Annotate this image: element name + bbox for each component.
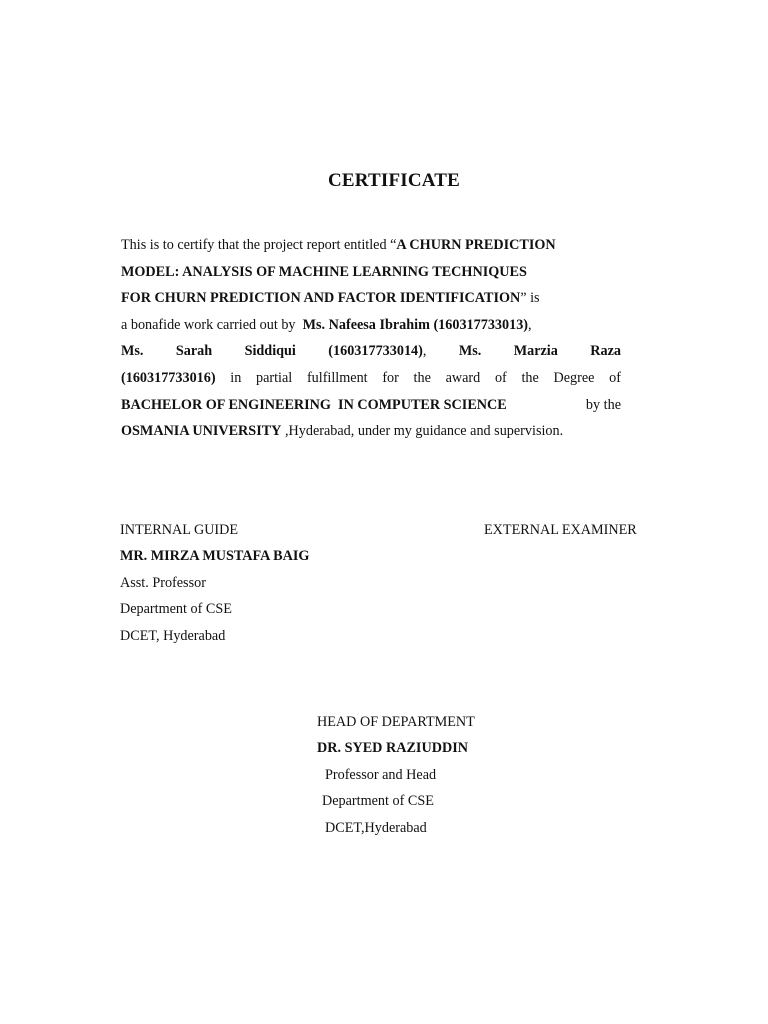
paragraph-line-1	[121, 232, 621, 259]
student-2-id-group	[328, 338, 426, 365]
by-the-text: by the	[585, 396, 621, 413]
internal-guide-name: MR. MIRZA MUSTAFA BAIG	[120, 548, 310, 565]
paragraph-line-3	[121, 285, 621, 312]
student-1: Ms. Nafeesa Ibrahim (160317733013)	[302, 316, 529, 333]
university-name: OSMANIA UNIVERSITY	[121, 423, 282, 440]
partial-word: in	[230, 369, 242, 386]
internal-guide-designation: Asst. Professor	[120, 574, 206, 591]
project-title-part-1: A CHURN PREDICTION	[396, 237, 556, 253]
certificate-paragraph	[121, 232, 621, 445]
partial-word: the	[521, 369, 539, 386]
certificate-title: CERTIFICATE	[327, 170, 461, 191]
partial-word: for	[382, 369, 399, 386]
hod-name: DR. SYED RAZIUDDIN	[317, 740, 468, 757]
paragraph-line-7	[121, 392, 621, 419]
external-examiner-heading: EXTERNAL EXAMINER	[484, 522, 637, 538]
close-quote-is: ” is	[520, 290, 540, 307]
external-examiner-block	[484, 517, 637, 543]
internal-guide-heading: INTERNAL GUIDE	[120, 522, 239, 538]
closing-text: ,Hyderabad, under my guidance and supervision.	[281, 423, 564, 440]
open-quote: “	[390, 237, 397, 253]
project-title-part-3: FOR CHURN PREDICTION AND FACTOR IDENTIFICATION	[121, 290, 521, 307]
project-title-part-2: MODEL: ANALYSIS OF MACHINE LEARNING TECHNIQUES	[121, 263, 527, 280]
student-3-id: (160317733016)	[121, 369, 216, 386]
student-3-last: Raza	[590, 343, 621, 360]
partial-word: the	[413, 369, 431, 386]
bonafide-prefix: a bonafide work carried out by	[121, 316, 296, 333]
partial-word: of	[609, 369, 621, 386]
hod-designation: Professor and Head	[325, 766, 437, 783]
comma-2: ,	[422, 343, 427, 360]
hod-institute: DCET,Hyderabad	[325, 819, 427, 836]
partial-word: Degree	[553, 369, 595, 386]
intro-text: This is to certify that the project report entitled	[121, 237, 391, 253]
hod-heading: HEAD OF DEPARTMENT	[317, 714, 475, 730]
student-3-title: Ms.	[458, 343, 482, 360]
comma-1: ,	[528, 316, 532, 333]
partial-word: award	[445, 369, 481, 386]
partial-word: partial	[256, 369, 293, 386]
internal-guide-block	[120, 517, 309, 649]
hod-department: Department of CSE	[322, 793, 434, 810]
student-2-id: (160317733014)	[328, 343, 423, 360]
student-2-first: Sarah	[175, 343, 213, 360]
paragraph-line-8	[121, 418, 621, 445]
internal-guide-department: Department of CSE	[120, 601, 232, 618]
student-2-last: Siddiqui	[244, 343, 296, 360]
paragraph-line-4	[121, 312, 621, 339]
student-2-title: Ms.	[121, 343, 144, 360]
internal-guide-institute: DCET, Hyderabad	[120, 627, 226, 644]
student-3-first: Marzia	[513, 343, 558, 360]
head-of-department-block	[317, 709, 475, 841]
paragraph-line-5	[121, 338, 621, 365]
partial-word: of	[494, 369, 507, 386]
degree-name: BACHELOR OF ENGINEERING IN COMPUTER SCIENCE	[121, 396, 507, 413]
partial-word: fulfillment	[306, 369, 368, 386]
paragraph-line-6	[121, 365, 621, 392]
